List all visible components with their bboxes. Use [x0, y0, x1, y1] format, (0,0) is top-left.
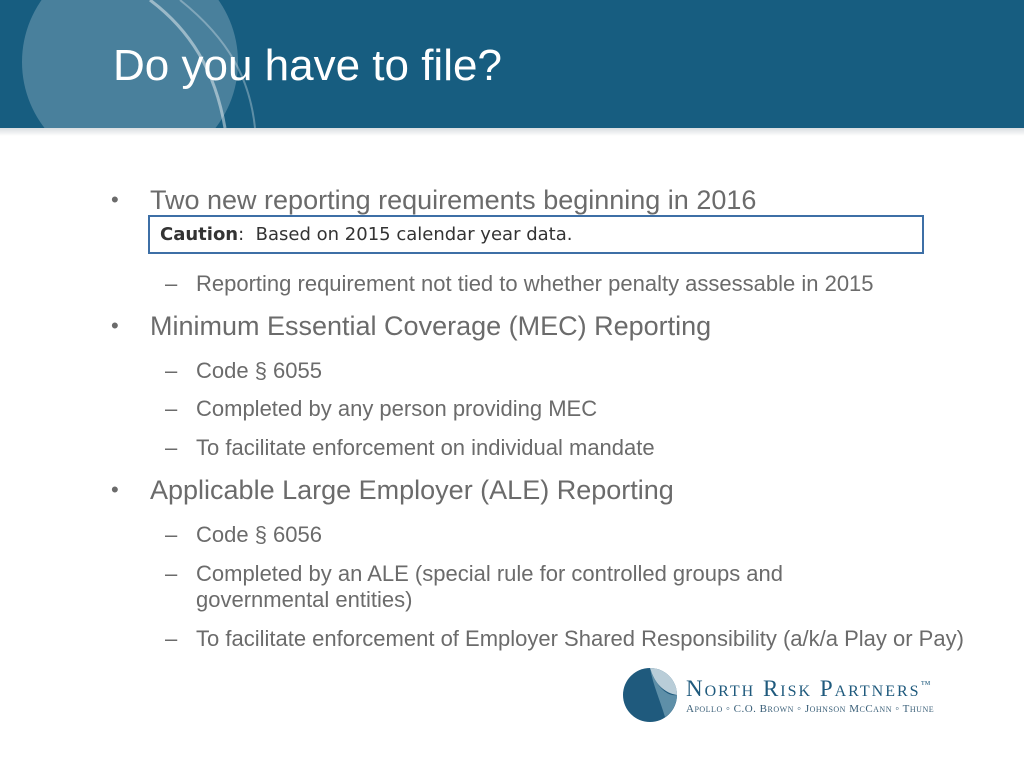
- dash-icon: –: [165, 358, 178, 383]
- logo-trademark: ™: [920, 679, 933, 691]
- bullet-reporting-requirements: Two new reporting requirements beginning in 2016: [150, 185, 757, 215]
- subitem-code-6055: Code § 6055: [196, 358, 322, 383]
- subitem-penalty-not-tied: Reporting requirement not tied to whether penalty assessable in 2015: [196, 271, 874, 296]
- caution-detail: Based on 2015 calendar year data.: [255, 224, 573, 245]
- caution-separator: :: [238, 224, 245, 245]
- dash-icon: –: [165, 271, 178, 296]
- bullet-icon: •: [111, 313, 119, 338]
- logo-mark-icon: [620, 665, 680, 725]
- bullet-ale-reporting: Applicable Large Employer (ALE) Reporting: [150, 475, 674, 505]
- subitem-completed-by-mec: Completed by any person providing MEC: [196, 396, 598, 421]
- bullet-mec-reporting: Minimum Essential Coverage (MEC) Reporting: [150, 311, 712, 341]
- dash-icon: –: [165, 626, 178, 651]
- subitem-completed-by-ale: Completed by an ALE (special rule for controlled groups and governmental entities): [196, 561, 784, 612]
- slide-title: Do you have to file?: [113, 41, 502, 90]
- dash-icon: –: [165, 561, 178, 586]
- dash-icon: –: [165, 396, 178, 421]
- slide-header: [0, 0, 1024, 128]
- subitem-individual-mandate: To facilitate enforcement on individual mandate: [196, 435, 655, 460]
- header-divider: [0, 128, 1024, 136]
- subitem-play-or-pay: To facilitate enforcement of Employer Shared Responsibility (a/k/a Play or Pay): [196, 626, 964, 651]
- bullet-icon: •: [111, 477, 119, 502]
- dash-icon: –: [165, 522, 178, 547]
- dash-icon: –: [165, 435, 178, 460]
- logo-tagline: Apollo ◦ C.O. Brown ◦ Johnson McCann ◦ Thune: [686, 703, 935, 715]
- caution-callout: [148, 215, 924, 254]
- bullet-icon: •: [111, 187, 119, 212]
- caution-text: [160, 224, 572, 245]
- subitem-code-6056: Code § 6056: [196, 522, 322, 547]
- logo-name: [686, 676, 932, 702]
- caution-label: Caution: [160, 224, 239, 245]
- logo-name-text: North Risk Partners: [686, 676, 921, 701]
